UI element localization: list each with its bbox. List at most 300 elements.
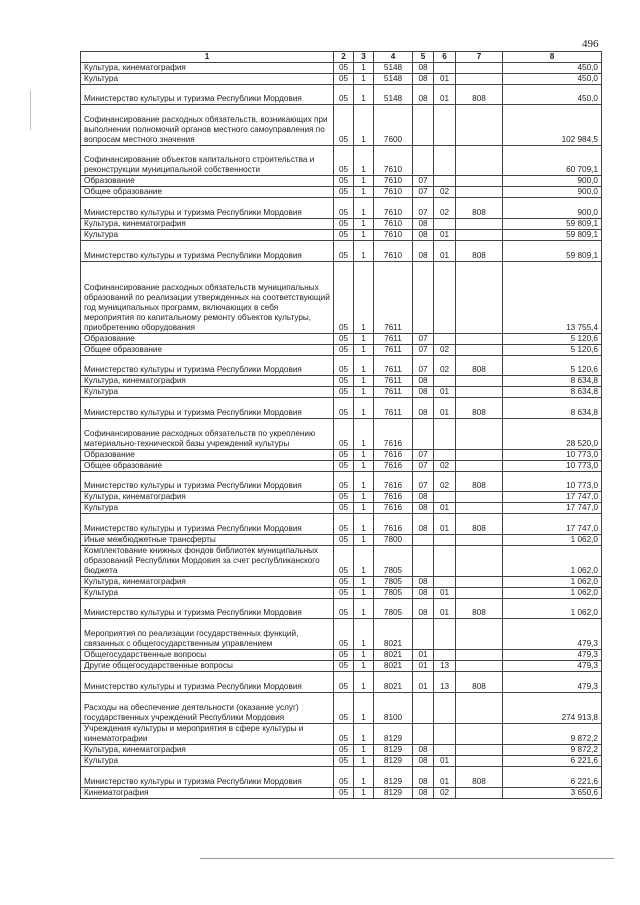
header-cell-col-3: 3 [354,52,374,63]
cell-section: 08 [413,514,434,535]
cell-ministry-code: 808 [456,241,503,262]
cell-section: 08 [413,577,434,588]
cell-code-a: 05 [334,756,354,767]
cell-section: 08 [413,745,434,756]
cell-code-a: 05 [334,661,354,672]
cell-code-b: 1 [354,672,374,693]
cell-article: 8129 [374,756,413,767]
cell-amount: 5 120,6 [503,334,602,345]
table-row [81,262,602,334]
cell-code-a: 05 [334,619,354,650]
cell-section [413,105,434,146]
cell-code-a: 05 [334,345,354,356]
cell-name: Мероприятия по реализации государственных функций, связанных с общегосударственным управлением [81,619,334,650]
cell-subsection [434,450,456,461]
cell-code-b: 1 [354,767,374,788]
cell-section: 08 [413,63,434,74]
cell-amount: 1 062,0 [503,599,602,619]
cell-code-b: 1 [354,472,374,492]
cell-ministry-code [456,693,503,724]
cell-code-b: 1 [354,661,374,672]
cell-article: 7616 [374,461,413,472]
cell-code-a: 05 [334,262,354,334]
cell-article: 7805 [374,577,413,588]
cell-ministry-code [456,146,503,176]
cell-code-b: 1 [354,230,374,241]
cell-ministry-code [456,219,503,230]
header-cell-col-1: 1 [81,52,334,63]
cell-amount: 60 709,1 [503,146,602,176]
table-row [81,219,602,230]
cell-name: Министерство культуры и туризма Республики Мордовия [81,398,334,419]
cell-code-a: 05 [334,219,354,230]
cell-article: 7611 [374,262,413,334]
cell-amount: 479,3 [503,619,602,650]
header-cell-col-5: 5 [413,52,434,63]
cell-code-a: 05 [334,85,354,105]
cell-subsection: 02 [434,788,456,799]
cell-code-a: 05 [334,767,354,788]
cell-name: Общее образование [81,461,334,472]
table-row [81,492,602,503]
cell-code-a: 05 [334,63,354,74]
cell-ministry-code [456,376,503,387]
table-row [81,85,602,105]
cell-name: Образование [81,334,334,345]
cell-code-b: 1 [354,514,374,535]
cell-amount: 3 650,6 [503,788,602,799]
cell-code-b: 1 [354,419,374,450]
table-row [81,546,602,577]
cell-name: Культура [81,74,334,85]
cell-article: 5148 [374,85,413,105]
table-body [81,63,602,799]
table-row [81,105,602,146]
cell-subsection: 02 [434,198,456,219]
cell-ministry-code [456,724,503,745]
cell-subsection: 01 [434,85,456,105]
cell-name: Министерство культуры и туризма Республики Мордовия [81,85,334,105]
cell-section [413,262,434,334]
cell-article: 7805 [374,588,413,599]
cell-name: Культура, кинематография [81,745,334,756]
cell-subsection: 01 [434,230,456,241]
cell-amount: 450,0 [503,74,602,85]
cell-article: 7600 [374,105,413,146]
cell-ministry-code [456,74,503,85]
cell-article: 7800 [374,535,413,546]
cell-code-a: 05 [334,672,354,693]
cell-subsection [434,535,456,546]
cell-amount: 8 634,8 [503,398,602,419]
cell-subsection [434,492,456,503]
cell-section: 07 [413,461,434,472]
cell-subsection: 01 [434,767,456,788]
cell-name: Министерство культуры и туризма Республики Мордовия [81,198,334,219]
cell-subsection [434,262,456,334]
cell-section: 08 [413,230,434,241]
page-number: 496 [582,38,599,50]
cell-name: Культура, кинематография [81,63,334,74]
cell-ministry-code [456,650,503,661]
cell-subsection: 01 [434,387,456,398]
cell-code-b: 1 [354,262,374,334]
table-row [81,650,602,661]
cell-section: 08 [413,219,434,230]
table-row [81,187,602,198]
cell-amount: 17 747,0 [503,492,602,503]
cell-amount: 450,0 [503,63,602,74]
cell-section: 07 [413,472,434,492]
cell-code-b: 1 [354,619,374,650]
cell-ministry-code [456,535,503,546]
header-cell-col-2: 2 [334,52,354,63]
cell-code-a: 05 [334,788,354,799]
cell-section: 08 [413,492,434,503]
cell-amount: 8 634,8 [503,376,602,387]
cell-section [413,146,434,176]
cell-name: Культура [81,230,334,241]
cell-name: Расходы на обеспечение деятельности (оказание услуг) государственных учреждений Республики Мордовия [81,693,334,724]
cell-section: 08 [413,376,434,387]
cell-section: 07 [413,334,434,345]
cell-code-b: 1 [354,535,374,546]
cell-section [413,724,434,745]
cell-article: 7805 [374,599,413,619]
cell-amount: 10 773,0 [503,472,602,492]
table-row [81,588,602,599]
cell-subsection [434,219,456,230]
table-row [81,503,602,514]
cell-amount: 5 120,6 [503,356,602,376]
cell-code-a: 05 [334,472,354,492]
cell-subsection: 01 [434,514,456,535]
table-row [81,767,602,788]
cell-article: 8129 [374,745,413,756]
cell-ministry-code [456,345,503,356]
cell-subsection: 02 [434,345,456,356]
cell-name: Культура, кинематография [81,492,334,503]
cell-article: 7616 [374,419,413,450]
cell-ministry-code: 808 [456,85,503,105]
cell-name: Культура, кинематография [81,376,334,387]
cell-code-b: 1 [354,599,374,619]
cell-code-a: 05 [334,398,354,419]
cell-article: 7616 [374,514,413,535]
cell-code-b: 1 [354,503,374,514]
cell-subsection [434,105,456,146]
cell-code-a: 05 [334,745,354,756]
cell-subsection [434,63,456,74]
cell-code-a: 05 [334,492,354,503]
table-row [81,661,602,672]
cell-section: 08 [413,74,434,85]
cell-subsection: 01 [434,74,456,85]
cell-ministry-code [456,63,503,74]
cell-section [413,546,434,577]
cell-code-a: 05 [334,356,354,376]
cell-code-b: 1 [354,105,374,146]
cell-subsection [434,745,456,756]
cell-article: 8129 [374,767,413,788]
cell-article: 8021 [374,650,413,661]
cell-code-b: 1 [354,756,374,767]
cell-article: 7610 [374,219,413,230]
cell-code-a: 05 [334,146,354,176]
cell-section: 08 [413,241,434,262]
cell-name: Образование [81,176,334,187]
cell-ministry-code [456,230,503,241]
cell-code-b: 1 [354,376,374,387]
cell-ministry-code [456,588,503,599]
cell-code-b: 1 [354,334,374,345]
cell-code-b: 1 [354,588,374,599]
cell-amount: 13 755,4 [503,262,602,334]
cell-subsection: 13 [434,672,456,693]
cell-code-b: 1 [354,577,374,588]
cell-section: 07 [413,450,434,461]
cell-amount: 900,0 [503,198,602,219]
cell-code-b: 1 [354,356,374,376]
cell-section [413,693,434,724]
table-row [81,230,602,241]
cell-ministry-code [456,262,503,334]
cell-subsection [434,650,456,661]
cell-section: 08 [413,767,434,788]
cell-code-a: 05 [334,461,354,472]
cell-amount: 5 120,6 [503,345,602,356]
cell-code-b: 1 [354,788,374,799]
table-row [81,535,602,546]
cell-code-b: 1 [354,187,374,198]
cell-code-b: 1 [354,219,374,230]
cell-ministry-code [456,492,503,503]
cell-code-a: 05 [334,650,354,661]
cell-article: 7611 [374,356,413,376]
table-row [81,514,602,535]
cell-code-b: 1 [354,198,374,219]
cell-subsection: 13 [434,661,456,672]
cell-name: Иные межбюджетные трансферты [81,535,334,546]
cell-article: 7610 [374,230,413,241]
cell-code-a: 05 [334,376,354,387]
cell-code-b: 1 [354,176,374,187]
cell-amount: 1 062,0 [503,577,602,588]
table-row [81,450,602,461]
cell-subsection: 01 [434,398,456,419]
cell-article: 7616 [374,503,413,514]
cell-article: 7611 [374,334,413,345]
cell-subsection [434,546,456,577]
cell-code-a: 05 [334,387,354,398]
cell-section: 08 [413,756,434,767]
cell-amount: 479,3 [503,672,602,693]
cell-code-b: 1 [354,450,374,461]
cell-section: 01 [413,661,434,672]
cell-article: 7616 [374,492,413,503]
table-row [81,672,602,693]
cell-section: 08 [413,387,434,398]
cell-subsection: 01 [434,756,456,767]
table-row [81,756,602,767]
cell-amount: 479,3 [503,650,602,661]
cell-ministry-code [456,619,503,650]
cell-amount: 10 773,0 [503,450,602,461]
cell-name: Культура [81,588,334,599]
cell-section: 08 [413,599,434,619]
cell-article: 7610 [374,176,413,187]
cell-name: Общее образование [81,187,334,198]
table-row [81,472,602,492]
table-row [81,693,602,724]
cell-amount: 6 221,6 [503,767,602,788]
cell-amount: 6 221,6 [503,756,602,767]
cell-code-b: 1 [354,546,374,577]
cell-section: 01 [413,672,434,693]
cell-article: 8129 [374,788,413,799]
table-row [81,788,602,799]
cell-ministry-code: 808 [456,472,503,492]
cell-code-b: 1 [354,724,374,745]
cell-name: Министерство культуры и туризма Республики Мордовия [81,514,334,535]
table-row [81,387,602,398]
cell-code-a: 05 [334,588,354,599]
table-row [81,74,602,85]
cell-article: 8021 [374,672,413,693]
cell-code-b: 1 [354,745,374,756]
cell-section: 08 [413,85,434,105]
cell-section [413,535,434,546]
cell-amount: 1 062,0 [503,588,602,599]
cell-subsection [434,176,456,187]
cell-amount: 17 747,0 [503,514,602,535]
cell-code-b: 1 [354,74,374,85]
cell-code-a: 05 [334,599,354,619]
cell-code-a: 05 [334,198,354,219]
cell-code-a: 05 [334,577,354,588]
cell-article: 7616 [374,450,413,461]
cell-code-b: 1 [354,345,374,356]
cell-ministry-code [456,334,503,345]
cell-code-a: 05 [334,176,354,187]
cell-subsection [434,619,456,650]
cell-article: 7610 [374,198,413,219]
cell-amount: 28 520,0 [503,419,602,450]
cell-ministry-code: 808 [456,672,503,693]
cell-article: 8021 [374,619,413,650]
cell-code-b: 1 [354,398,374,419]
cell-section: 07 [413,176,434,187]
cell-amount: 59 809,1 [503,219,602,230]
cell-code-a: 05 [334,546,354,577]
cell-name: Софинансирование расходных обязательств, возникающих при выполнении полномочий органов местного самоуправления по вопросам местного значения [81,105,334,146]
cell-name: Кинематография [81,788,334,799]
cell-code-a: 05 [334,514,354,535]
cell-subsection [434,577,456,588]
cell-article: 8129 [374,724,413,745]
cell-section: 08 [413,788,434,799]
cell-code-a: 05 [334,693,354,724]
cell-name: Учреждения культуры и мероприятия в сфере культуры и кинематографии [81,724,334,745]
cell-code-a: 05 [334,450,354,461]
cell-article: 5148 [374,74,413,85]
cell-amount: 1 062,0 [503,535,602,546]
cell-article: 5148 [374,63,413,74]
cell-ministry-code: 808 [456,767,503,788]
cell-subsection: 01 [434,241,456,262]
cell-code-a: 05 [334,334,354,345]
cell-ministry-code [456,745,503,756]
cell-code-b: 1 [354,85,374,105]
cell-ministry-code [456,661,503,672]
table-row [81,419,602,450]
cell-article: 7805 [374,546,413,577]
cell-subsection [434,146,456,176]
cell-name: Софинансирование расходных обязательств муниципальных образований по реализации утвержденных на соответствующий год муниципальных программ, включающих в себя мероприятия по капитальному ремонту объектов культуры, приобретению оборудования [81,262,334,334]
cell-name: Культура, кинематография [81,577,334,588]
cell-code-a: 05 [334,419,354,450]
table-row [81,619,602,650]
table-row [81,356,602,376]
cell-section: 07 [413,198,434,219]
cell-section: 07 [413,356,434,376]
table-row [81,461,602,472]
cell-name: Софинансирование расходных обязательств по укреплению материально-технической базы учреждений культуры [81,419,334,450]
cell-amount: 59 809,1 [503,230,602,241]
cell-subsection [434,334,456,345]
header-cell-col-8: 8 [503,52,602,63]
cell-amount: 900,0 [503,187,602,198]
cell-name: Министерство культуры и туризма Республики Мордовия [81,472,334,492]
header-cell-col-6: 6 [434,52,456,63]
cell-ministry-code [456,176,503,187]
table-row [81,398,602,419]
cell-name: Министерство культуры и туризма Республики Мордовия [81,599,334,619]
cell-name: Министерство культуры и туризма Республики Мордовия [81,241,334,262]
cell-ministry-code [456,546,503,577]
cell-amount: 900,0 [503,176,602,187]
cell-subsection: 02 [434,472,456,492]
cell-subsection: 01 [434,503,456,514]
cell-code-a: 05 [334,187,354,198]
cell-ministry-code [456,450,503,461]
cell-ministry-code [456,788,503,799]
cell-ministry-code: 808 [456,514,503,535]
cell-article: 7610 [374,187,413,198]
cell-article: 8021 [374,661,413,672]
cell-ministry-code [456,503,503,514]
cell-subsection: 01 [434,599,456,619]
cell-ministry-code: 808 [456,599,503,619]
table-header-row [81,52,602,63]
cell-section: 08 [413,503,434,514]
left-edge-mark [30,90,31,130]
cell-section: 01 [413,650,434,661]
table-row [81,176,602,187]
cell-ministry-code [456,387,503,398]
cell-ministry-code [456,577,503,588]
cell-code-a: 05 [334,74,354,85]
table-row [81,745,602,756]
cell-article: 7610 [374,146,413,176]
cell-article: 7616 [374,472,413,492]
cell-section: 07 [413,187,434,198]
cell-amount: 479,3 [503,661,602,672]
cell-code-a: 05 [334,105,354,146]
cell-ministry-code: 808 [456,198,503,219]
cell-name: Министерство культуры и туризма Республики Мордовия [81,767,334,788]
cell-section: 08 [413,588,434,599]
